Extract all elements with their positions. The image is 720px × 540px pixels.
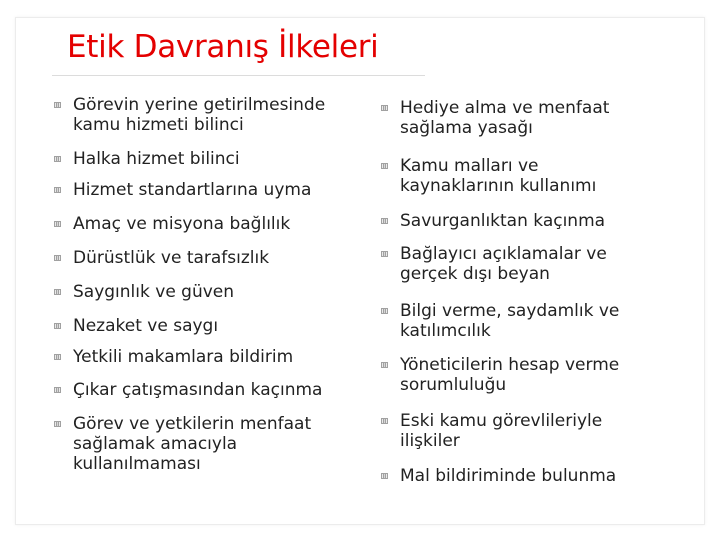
list-item-line: sağlama yasağı	[400, 118, 533, 138]
list-item-line: Görevin yerine getirilmesinde	[73, 95, 326, 115]
bullet-icon	[54, 221, 61, 227]
list-item-line: Mal bildiriminde bulunma	[400, 466, 617, 486]
bullet-icon	[54, 387, 61, 393]
bullet-icon	[381, 218, 388, 224]
slide-title: Etik Davranış İlkeleri	[67, 29, 379, 65]
bullet-icon	[381, 251, 388, 257]
list-item-line: Yöneticilerin hesap verme	[400, 355, 620, 375]
list-item	[73, 180, 311, 200]
list-item-line: Amaç ve misyona bağlılık	[73, 214, 291, 234]
bullet-icon	[381, 308, 388, 314]
bullet-icon	[54, 156, 61, 162]
bullet-icon	[381, 418, 388, 424]
bullet-icon	[54, 289, 61, 295]
bullet-icon	[54, 187, 61, 193]
bullet-icon	[54, 421, 61, 427]
list-item	[73, 95, 325, 135]
list-item	[73, 149, 240, 169]
title-divider	[52, 75, 425, 76]
list-item	[400, 355, 619, 395]
list-item	[400, 98, 609, 138]
bullet-icon	[54, 323, 61, 329]
list-item-line: Savurganlıktan kaçınma	[400, 211, 606, 231]
list-item-line: gerçek dışı beyan	[400, 264, 550, 284]
list-item-line: Halka hizmet bilinci	[73, 149, 240, 169]
bullet-icon	[54, 102, 61, 108]
list-item	[73, 380, 322, 400]
bullet-icon	[54, 255, 61, 261]
list-item-line: Eski kamu görevlileriyle	[400, 411, 603, 431]
list-item-line: Saygınlık ve güven	[73, 282, 235, 302]
list-item-line: ilişkiler	[400, 431, 460, 451]
list-item-line: Kamu malları ve	[400, 156, 539, 176]
list-item-line: kamu hizmeti bilinci	[73, 115, 244, 135]
bullet-icon	[381, 163, 388, 169]
list-item	[400, 411, 602, 451]
list-item	[400, 211, 605, 231]
list-item-line: sağlamak amacıyla	[73, 434, 238, 454]
bullet-icon	[381, 473, 388, 479]
list-item-line: Hediye alma ve menfaat	[400, 98, 610, 118]
list-item-line: Bağlayıcı açıklamalar ve	[400, 244, 607, 264]
list-item-line: kullanılmaması	[73, 454, 201, 474]
list-item	[400, 244, 607, 284]
list-item-line: katılımcılık	[400, 321, 491, 341]
list-item-line: kaynaklarının kullanımı	[400, 176, 597, 196]
bullet-icon	[54, 354, 61, 360]
list-item	[73, 282, 234, 302]
list-item-line: Bilgi verme, saydamlık ve	[400, 301, 620, 321]
list-item-line: Görev ve yetkilerin menfaat	[73, 414, 312, 434]
list-item	[73, 414, 311, 474]
list-item	[400, 301, 619, 341]
list-item	[400, 466, 616, 486]
list-item-line: Nezaket ve saygı	[73, 316, 219, 336]
list-item-line: Yetkili makamlara bildirim	[73, 347, 294, 367]
list-item-line: Hizmet standartlarına uyma	[73, 180, 312, 200]
list-item	[73, 214, 290, 234]
bullet-icon	[381, 362, 388, 368]
list-item-line: sorumluluğu	[400, 375, 507, 395]
list-item-line: Dürüstlük ve tarafsızlık	[73, 248, 270, 268]
list-item	[73, 347, 293, 367]
list-item-line: Çıkar çatışmasından kaçınma	[73, 380, 323, 400]
list-item	[73, 248, 269, 268]
list-item	[73, 316, 218, 336]
list-item	[400, 156, 596, 196]
bullet-icon	[381, 105, 388, 111]
